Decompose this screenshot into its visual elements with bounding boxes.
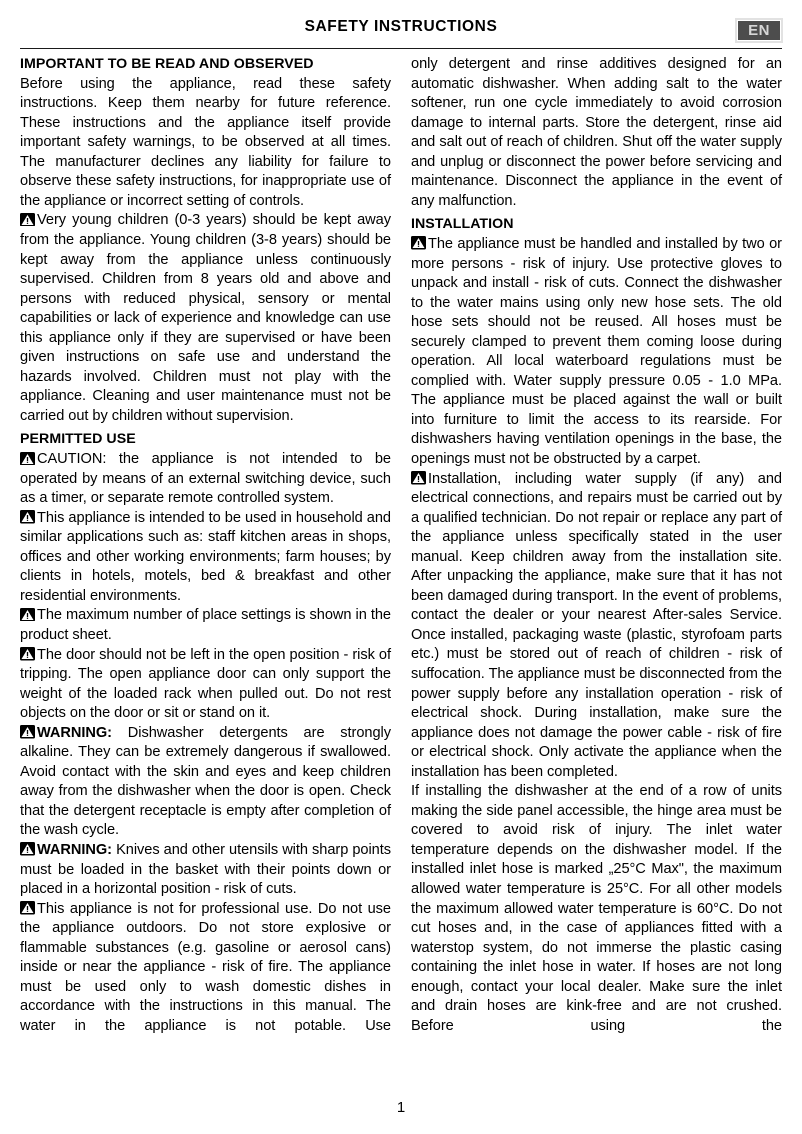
page-title: SAFETY INSTRUCTIONS xyxy=(304,18,498,35)
paragraph-text: This appliance is intended to be used in household and similar applications such as: staff kitchen areas in shops, offices and other working environments; farm houses; by clients in hotels, motels, bed & breakfast and other residential environments. xyxy=(20,509,391,604)
warning-triangle-icon xyxy=(20,608,35,622)
heading-installation: INSTALLATION xyxy=(411,216,514,233)
right-column xyxy=(411,55,782,1056)
heading-important-to-be-read: IMPORTANT TO BE READ AND OBSERVED xyxy=(20,56,314,72)
warning-triangle-icon xyxy=(20,647,35,661)
paragraph-warning-knives xyxy=(20,841,391,900)
warning-triangle-icon xyxy=(20,510,35,524)
warning-triangle-icon xyxy=(20,213,35,227)
language-badge-label: EN xyxy=(738,21,780,40)
heading-permitted-use: PERMITTED USE xyxy=(20,431,136,448)
paragraph-text: The door should not be left in the open position - risk of tripping. The open appliance door can only support the weight of the loaded rack when pulled out. Do not rest objects on the door or sit or stand on it. xyxy=(20,646,391,722)
paragraph-place-settings xyxy=(20,606,391,645)
warning-label: WARNING: xyxy=(37,841,112,858)
paragraph-caution-switching-device xyxy=(20,450,391,509)
paragraph-warning-detergents xyxy=(20,724,391,841)
paragraph-end-of-row-installation: If installing the dishwasher at the end of a row of units making the side panel accessible, the hinge area must be covered to avoid risk of injury. The inlet water temperature depends on the dishwasher model. If the installed inlet hose is marked „25°C Max", the maximum allowed water temperature is 25°C. For all other models the maximum allowed water temperature is 60°C. Do not cut hoses and, in the case of appliances fitted with a waterstop system, do not immerse the plastic casing containing the inlet hose in water. If hoses are not long enough, contact your local dealer. Make sure the inlet and drain hoses are kink-free and are not crushed. Before using the xyxy=(411,783,782,1034)
page-header xyxy=(0,0,802,46)
warning-triangle-icon xyxy=(20,452,35,466)
left-column xyxy=(20,55,391,1056)
paragraph-installation-qualified-technician xyxy=(411,470,782,783)
paragraph-text: The appliance must be handled and installed by two or more persons - risk of injury. Use protective gloves to unpack and install - risk of cuts. Connect the dishwasher to the water mains using only new hose sets. The old hose sets should not be reused. All hoses must be securely clamped to prevent them coming loose during operation. All local waterboard regulations must be complied with. Water supply pressure 0.05 - 1.0 MPa. The appliance must be placed against the wall or built into furniture to limit the access to its rearside. For dishwashers having ventilation openings in the base, the openings must not be obstructed by a carpet. xyxy=(411,235,782,467)
paragraph-detergent-continuation: only detergent and rinse additives designed for an automatic dishwasher. When adding salt to the water softener, run one cycle immediately to avoid corrosion damage to internal parts. Store the detergent, rinse aid and salt out of reach of children. Shut off the water supply and unplug or disconnect the power before servicing and maintenance. Disconnect the appliance in the event of any malfunction. xyxy=(411,56,782,209)
paragraph-text: The maximum number of place settings is shown in the product sheet. xyxy=(20,607,391,643)
warning-triangle-icon xyxy=(411,236,426,250)
paragraph-handled-installed xyxy=(411,235,782,470)
paragraph-not-professional-use xyxy=(20,900,391,1056)
warning-triangle-icon xyxy=(20,901,35,915)
paragraph-text: CAUTION: the appliance is not intended to be operated by means of an external switching device, such as a timer, or separate remote controlled system. xyxy=(20,451,391,507)
paragraph-text: Knives and other utensils with sharp points must be loaded in the basket with their points down or placed in a horizontal position - risk of cuts. xyxy=(20,841,391,898)
paragraph-text: Dishwasher detergents are strongly alkaline. They can be extremely dangerous if swallowed. Avoid contact with the skin and eyes and keep children away from the dishwasher when the door is open. Check that the detergent receptacle is empty after completion of the wash cycle. xyxy=(20,724,391,839)
warning-triangle-icon xyxy=(20,842,35,856)
paragraph-text: Installation, including water supply (if any) and electrical connections, and repairs must be carried out by a qualified technician. Do not repair or replace any part of the appliance unless specifically stated in the user manual. Keep children away from the installation site. After unpacking the appliance, make sure that it has not been damaged during transport. In the event of problems, contact the dealer or your nearest After-sales Service. Once installed, packaging waste (plastic, styrofoam parts etc.) must be stored out of reach of children - risk of suffocation. The appliance must be disconnected from the power supply before any installation operation - risk of electrical shock. During installation, make sure the appliance does not damage the power cable - risk of fire or electrical shock. Only activate the appliance when the installation has been completed. xyxy=(411,470,782,780)
warning-triangle-icon xyxy=(20,725,35,739)
paragraph-text: Very young children (0-3 years) should be kept away from the appliance. Young children (3-8 years) should be kept away from the appliance unless continuously supervised. Children from 8 years old and above and persons with reduced physical, sensory or mental capabilities or lack of experience and knowledge can use this appliance only if they are supervised or have been given instructions on safe use and understand the hazards involved. Children must not play with the appliance. Cleaning and user maintenance must not be carried out by children without supervision. xyxy=(20,212,391,424)
paragraph-very-young-children xyxy=(20,211,391,426)
warning-triangle-icon xyxy=(411,471,426,485)
paragraph-before-using: Before using the appliance, read these safety instructions. Keep them nearby for future reference. These instructions and the appliance itself provide important safety warnings, to be observed at all times. The manufacturer declines any liability for failure to observe these safety instructions, for inappropriate use of the appliance or incorrect setting of controls. xyxy=(20,75,391,209)
page-number: 1 xyxy=(396,1099,406,1116)
language-badge xyxy=(735,18,783,43)
paragraph-text: This appliance is not for professional use. Do not use the appliance outdoors. Do not store explosive or flammable substances (e.g. gasoline or aerosol cans) inside or near the appliance - risk of fire. The appliance must be used only to wash domestic dishes in accordance with the instructions in this manual. The water in the appliance is not potable. Use xyxy=(20,900,391,1034)
two-column-body xyxy=(20,55,782,1056)
paragraph-household-use xyxy=(20,509,391,607)
header-divider xyxy=(20,48,782,49)
warning-label: WARNING: xyxy=(37,724,112,741)
paragraph-door-open-position xyxy=(20,646,391,724)
